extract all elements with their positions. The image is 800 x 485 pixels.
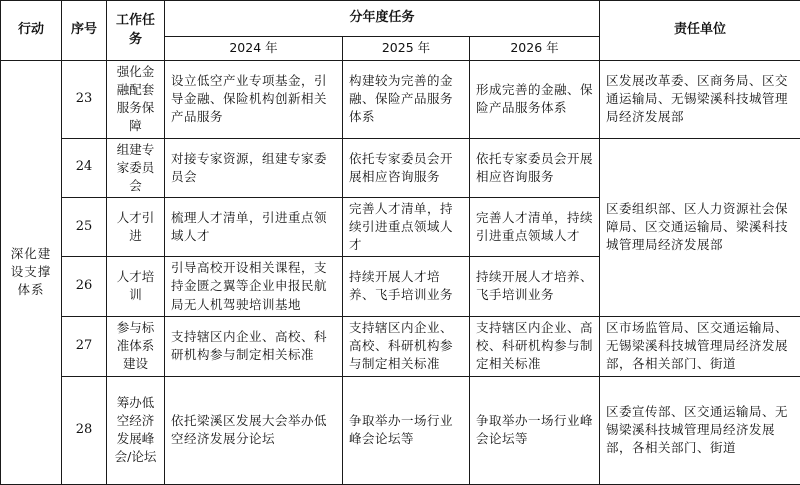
row-task-2025: 完善人才清单，持续引进重点领域人才 <box>343 197 470 256</box>
row-task-2024: 梳理人才清单，引进重点领域人才 <box>165 197 343 256</box>
header-year-2025: 2025 年 <box>343 37 470 61</box>
header-owner: 责任单位 <box>600 1 800 61</box>
row-task-2025: 依托专家委员会开展相应咨询服务 <box>343 138 470 197</box>
row-owner: 区委宣传部、区交通运输局、无锡梁溪科技城管理局经济发展部，各相关部门、街道 <box>600 376 800 484</box>
row-task: 筹办低空经济发展峰会/论坛 <box>107 376 165 484</box>
row-task: 人才引进 <box>107 197 165 256</box>
header-year-2026: 2026 年 <box>470 37 600 61</box>
row-seq: 23 <box>62 61 107 139</box>
header-action: 行动 <box>1 1 62 61</box>
table-row <box>1 61 800 139</box>
row-owner: 区委组织部、区人力资源社会保障局、区交通运输局、梁溪科技城管理局经济发展部 <box>600 138 800 316</box>
row-task-2024: 对接专家资源，组建专家委员会 <box>165 138 343 197</box>
row-seq: 27 <box>62 316 107 376</box>
row-task: 强化金融配套服务保障 <box>107 61 165 139</box>
table-row <box>1 138 800 197</box>
row-task-2025: 构建较为完善的金融、保险产品服务体系 <box>343 61 470 139</box>
row-task-2026: 持续开展人才培养、飞手培训业务 <box>470 257 600 316</box>
row-task-2024: 依托梁溪区发展大会举办低空经济发展分论坛 <box>165 376 343 484</box>
row-task: 参与标准体系建设 <box>107 316 165 376</box>
row-task-2026: 争取举办一场行业峰会论坛等 <box>470 376 600 484</box>
header-annual-tasks: 分年度任务 <box>165 1 600 37</box>
row-task-2025: 支持辖区内企业、高校、科研机构参与制定相关标准 <box>343 316 470 376</box>
row-task: 人才培训 <box>107 257 165 316</box>
row-task-2024: 设立低空产业专项基金，引导金融、保险机构创新相关产品服务 <box>165 61 343 139</box>
row-task-2026: 依托专家委员会开展相应咨询服务 <box>470 138 600 197</box>
row-seq: 26 <box>62 257 107 316</box>
row-owner: 区发展改革委、区商务局、区交通运输局、无锡梁溪科技城管理局经济发展部 <box>600 61 800 139</box>
row-seq: 25 <box>62 197 107 256</box>
row-task-2025: 持续开展人才培养、飞手培训业务 <box>343 257 470 316</box>
table-row <box>1 316 800 376</box>
row-task-2026: 完善人才清单，持续引进重点领域人才 <box>470 197 600 256</box>
row-seq: 28 <box>62 376 107 484</box>
row-owner: 区市场监管局、区交通运输局、无锡梁溪科技城管理局经济发展部，各相关部门、街道 <box>600 316 800 376</box>
row-task-2026: 形成完善的金融、保险产品服务体系 <box>470 61 600 139</box>
row-task-2025: 争取举办一场行业峰会论坛等 <box>343 376 470 484</box>
header-task: 工作任务 <box>107 1 165 61</box>
header-year-2024: 2024 年 <box>165 37 343 61</box>
row-seq: 24 <box>62 138 107 197</box>
row-task-2024: 引导高校开设相关课程，支持金匮之翼等企业申报民航局无人机驾驶培训基地 <box>165 257 343 316</box>
row-task: 组建专家委员会 <box>107 138 165 197</box>
row-task-2024: 支持辖区内企业、高校、科研机构参与制定相关标准 <box>165 316 343 376</box>
table-row <box>1 376 800 484</box>
row-task-2026: 支持辖区内企业、高校、科研机构参与制定相关标准 <box>470 316 600 376</box>
header-row <box>1 1 800 37</box>
header-seq: 序号 <box>62 1 107 61</box>
action-group-label: 深化建设支撑体系 <box>1 61 62 485</box>
